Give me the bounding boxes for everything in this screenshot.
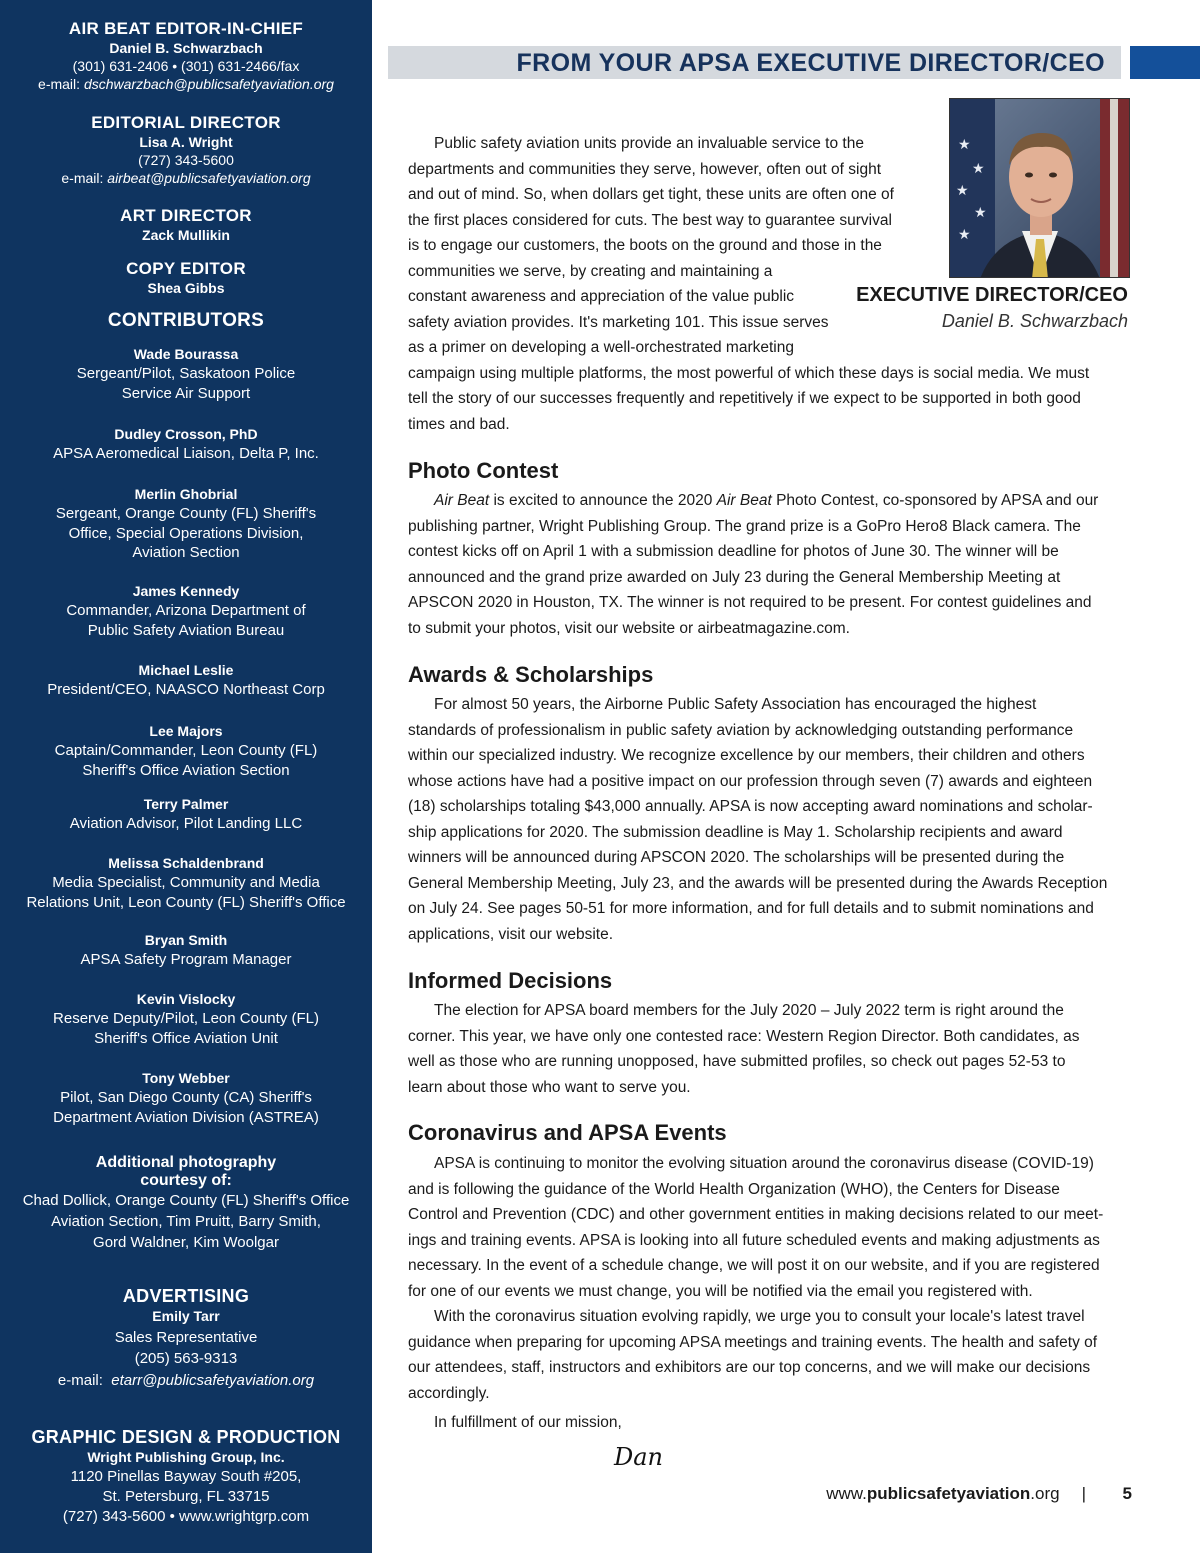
contributor-role-line: Aviation Advisor, Pilot Landing LLC — [69, 815, 303, 832]
signature: Dan — [614, 1443, 664, 1471]
contributor-role-line: Sergeant/Pilot, Saskatoon Police — [76, 365, 296, 382]
photography-credit-line: Gord Waldner, Kim Woolgar — [93, 1234, 279, 1251]
text-line: Air Beat is excited to announce the 2020 Air Beat Photo Contest, co-sponsored by APSA and our — [434, 492, 1099, 509]
photo-contest-paragraph — [408, 488, 1098, 641]
contributor-3 — [0, 582, 372, 640]
contributor-4 — [0, 661, 372, 700]
text-line: The election for APSA board members for the July 2020 – July 2022 term is right around the — [434, 1002, 1064, 1019]
section-heading-awards: Awards & Scholarships — [408, 662, 654, 687]
text-line: ings and training events. APSA is looking into all future scheduled events and making adjustments as — [408, 1231, 1100, 1249]
editorial-director-heading: EDITORIAL DIRECTOR — [91, 113, 281, 132]
photography-credits-block — [0, 1154, 372, 1253]
production-block — [0, 1427, 372, 1527]
contributor-role-line: Relations Unit, Leon County (FL) Sheriff's Office — [26, 893, 346, 911]
editorial-director-email-link[interactable]: airbeat@publicsafetyaviation.org — [107, 170, 311, 186]
contributor-0 — [0, 345, 372, 403]
portrait-caption-name: Daniel B. Schwarzbach — [941, 311, 1128, 331]
contributor-9 — [0, 990, 372, 1048]
contributor-name: Kevin Vislocky — [136, 991, 236, 1007]
masthead-sidebar — [0, 0, 372, 1553]
contributors-heading-block — [0, 311, 372, 331]
text-line: necessary. In the event of a schedule change, we will post it on our website, and if you are registered — [408, 1257, 1100, 1274]
advertising-email-link[interactable]: etarr@publicsafetyaviation.org — [111, 1372, 315, 1389]
footer-website[interactable]: www.publicsafetyaviation.org | — [826, 1484, 1086, 1503]
text-line: tell the story of our successes frequently and repetitively if we expect to be supported in both good — [408, 390, 1081, 407]
contributor-name: Tony Webber — [142, 1070, 230, 1086]
contributor-role-line: Service Air Support — [121, 384, 251, 402]
section-heading-informed-decisions: Informed Decisions — [408, 968, 613, 993]
contributor-role-line: Department Aviation Division (ASTREA) — [53, 1108, 319, 1126]
header-accent-block — [1130, 46, 1200, 79]
closing-line: In fulfillment of our mission, — [434, 1414, 622, 1431]
intro-paragraph — [408, 131, 1089, 437]
contributor-role-line: APSA Aeromedical Liaison, Delta P, Inc. — [53, 445, 319, 462]
text-line: APSA is continuing to monitor the evolving situation around the coronavirus disease (COVID-19) — [434, 1155, 1094, 1172]
contributor-name: Dudley Crosson, PhD — [114, 426, 258, 442]
text-line: safety aviation provides. It's marketing 101. This issue serves — [408, 313, 829, 331]
text-line: Public safety aviation units provide an invaluable service to the — [434, 135, 864, 152]
text-line: contest kicks off on April 1 with a submission deadline for photos of June 30. The winner will be — [408, 543, 1059, 560]
svg-text:★: ★ — [956, 183, 969, 199]
editor-in-chief-name: Daniel B. Schwarzbach — [109, 40, 263, 56]
page-number: 5 — [1122, 1484, 1132, 1503]
publication-name: Air Beat — [716, 492, 772, 509]
contributor-role-line: Aviation Section — [132, 544, 240, 561]
publication-name: Air Beat — [434, 492, 490, 509]
text-line: times and bad. — [408, 415, 510, 433]
text-line: departments and communities they serve, however, often out of sight — [408, 160, 882, 178]
text-line: standards of professionalism in public safety aviation by acknowledging outstanding performance — [408, 721, 1074, 739]
informed-decisions-paragraph — [408, 998, 1079, 1100]
text-line: With the coronavirus situation evolving rapidly, we urge you to consult your locale's latest travel — [434, 1308, 1085, 1325]
contributor-name: Terry Palmer — [143, 796, 229, 812]
contributor-role-line: Commander, Arizona Department of — [66, 602, 306, 619]
text-line: APSCON 2020 in Houston, TX. The winner is not required to be present. For contest guidelines and — [408, 594, 1092, 611]
contributor-name: Lee Majors — [149, 723, 223, 739]
editorial-director-email: e-mail: airbeat@publicsafetyaviation.org — [61, 170, 311, 186]
text-line: corner. This year, we have only one contested race: Western Region Director. Both candidates, as — [408, 1027, 1080, 1045]
footer-separator: | — [1081, 1484, 1086, 1503]
production-heading: GRAPHIC DESIGN & PRODUCTION — [31, 1427, 341, 1447]
svg-text:★: ★ — [974, 205, 987, 221]
advertising-title: Sales Representative — [114, 1329, 258, 1346]
contributor-role-line: APSA Safety Program Manager — [80, 951, 292, 968]
text-line: Control and Prevention (CDC) and other government entities in making decisions related to our meet- — [408, 1206, 1104, 1223]
contributor-role-line: Sergeant, Orange County (FL) Sheriff's — [55, 505, 317, 522]
photography-heading: Additional photography — [95, 1154, 277, 1171]
contributor-name: Bryan Smith — [144, 932, 228, 948]
contributor-role-line: Sheriff's Office Aviation Unit — [94, 1029, 278, 1047]
advertising-phone: (205) 563-9313 — [134, 1350, 238, 1367]
text-line: whose actions have had a positive impact on our profession through seven (7) awards and eighteen — [408, 772, 1093, 790]
text-line: our attendees, staff, instructors and exhibitors are our top concerns, and we will make our decisions — [408, 1359, 1091, 1376]
text-line: learn about those who want to serve you. — [408, 1078, 691, 1096]
text-line: announced and the grand prize awarded on July 23 during the General Membership Meeting at — [408, 568, 1061, 586]
text-line: on July 24. See pages 50-51 for more information, and for full details and to submit nominations and — [408, 900, 1094, 917]
text-line: the first places considered for cuts. The best way to guarantee survival — [408, 211, 892, 229]
editor-in-chief-email: e-mail: dschwarzbach@publicsafetyaviation.org — [38, 76, 334, 92]
page-title: FROM YOUR APSA EXECUTIVE DIRECTOR/CEO — [516, 49, 1105, 77]
contributor-role-line: Sheriff's Office Aviation Section — [82, 761, 290, 779]
text-line: winners will be announced during APSCON 2020. The scholarships will be presented during the — [408, 849, 1065, 866]
editor-in-chief-phone: (301) 631-2406 • (301) 631-2466/fax — [72, 58, 300, 74]
editorial-director-phone: (727) 343-5600 — [138, 152, 234, 168]
contributor-role-line: Captain/Commander, Leon County (FL) — [54, 742, 318, 759]
advertising-block — [0, 1286, 372, 1392]
contributor-role-line: Office, Special Operations Division, — [68, 524, 304, 542]
section-heading-coronavirus: Coronavirus and APSA Events — [408, 1120, 727, 1145]
photography-credit-line: Chad Dollick, Orange County (FL) Sheriff's Office — [22, 1192, 350, 1209]
text-line: campaign using multiple platforms, the most powerful of which these days is social media. We must — [408, 364, 1090, 382]
contributor-role-line: Reserve Deputy/Pilot, Leon County (FL) — [53, 1010, 319, 1027]
photography-heading-2: courtesy of: — [140, 1172, 232, 1189]
contributors-heading: CONTRIBUTORS — [107, 310, 265, 331]
editor-in-chief-heading: AIR BEAT EDITOR-IN-CHIEF — [68, 19, 304, 38]
text-line: applications, visit our website. — [408, 925, 614, 943]
section-heading-photo-contest: Photo Contest — [408, 458, 559, 483]
text-line: to submit your photos, visit our website or airbeatmagazine.com. — [408, 619, 850, 637]
editor-in-chief-email-link[interactable]: dschwarzbach@publicsafetyaviation.org — [83, 76, 334, 92]
text-line: ship applications for 2020. The submission deadline is May 1. Scholarship recipients and award — [408, 823, 1063, 841]
contributor-name: Michael Leslie — [138, 662, 234, 678]
contributor-10 — [0, 1069, 372, 1127]
text-line: is to engage our customers, the boots on the ground and those in the — [408, 237, 882, 254]
text-line: as a primer on developing a well-orchestrated marketing — [408, 339, 794, 356]
contributor-role-line: Pilot, San Diego County (CA) Sheriff's — [60, 1089, 312, 1106]
text-line: for one of our events we must change, you will be notified via the email you registered with. — [408, 1282, 1033, 1300]
contributor-role-line: Public Safety Aviation Bureau — [87, 621, 285, 639]
production-address-line: 1120 Pinellas Bayway South #205, — [70, 1468, 302, 1485]
advertising-email: e-mail: etarr@publicsafetyaviation.org — [57, 1372, 315, 1389]
editorial-director-name: Lisa A. Wright — [139, 134, 233, 150]
text-line: well as those who are running unopposed, have submitted profiles, so check out pages 52-53 to — [408, 1053, 1066, 1070]
advertising-name: Emily Tarr — [152, 1308, 220, 1324]
contributor-name: Melissa Schaldenbrand — [108, 855, 264, 871]
text-line: (18) scholarships totaling $43,000 annually. APSA is now accepting award nominations and scholar- — [408, 798, 1093, 815]
text-line: For almost 50 years, the Airborne Public Safety Association has encouraged the highest — [434, 696, 1037, 713]
contributor-7 — [0, 854, 372, 912]
contributor-8 — [0, 931, 372, 970]
advertising-heading: ADVERTISING — [122, 1286, 250, 1306]
contributor-name: James Kennedy — [132, 583, 240, 599]
editorial-director-block — [0, 113, 372, 187]
text-line: General Membership Meeting, July 23, and the awards will be presented during the Awards Reception — [408, 874, 1108, 892]
contributor-5 — [0, 722, 372, 780]
art-director-block — [0, 206, 372, 244]
copy-editor-name: Shea Gibbs — [147, 280, 225, 296]
copy-editor-block — [0, 259, 372, 297]
art-director-heading: ART DIRECTOR — [120, 206, 252, 225]
portrait-caption-title: EXECUTIVE DIRECTOR/CEO — [856, 284, 1128, 306]
photography-credit-line: Aviation Section, Tim Pruitt, Barry Smith, — [51, 1213, 321, 1230]
svg-text:★: ★ — [958, 137, 971, 153]
coronavirus-paragraph — [408, 1151, 1103, 1406]
contributor-role-line: President/CEO, NAASCO Northeast Corp — [47, 681, 325, 698]
text-line: guidance when preparing for upcoming APSA meetings and training events. The health and safety of — [408, 1333, 1098, 1351]
contributor-6 — [0, 795, 372, 834]
production-name: Wright Publishing Group, Inc. — [87, 1449, 285, 1465]
awards-paragraph — [408, 692, 1107, 947]
text-line: within our specialized industry. We recognize excellence by our members, their children and others — [408, 747, 1085, 764]
art-director-name: Zack Mullikin — [142, 227, 230, 243]
copy-editor-heading: COPY EDITOR — [126, 259, 246, 278]
contributor-2 — [0, 485, 372, 563]
contributor-name: Wade Bourassa — [133, 346, 239, 362]
svg-text:★: ★ — [972, 161, 985, 177]
editor-in-chief-block — [0, 19, 372, 93]
text-line: and is following the guidance of the World Health Organization (WHO), the Centers for Disease — [408, 1180, 1060, 1198]
text-line: and out of mind. So, when dollars get tight, these units are often one of — [408, 186, 894, 203]
contributor-1 — [0, 425, 372, 464]
svg-text:★: ★ — [958, 227, 971, 243]
contributor-role-line: Media Specialist, Community and Media — [52, 874, 320, 891]
contributor-name: Merlin Ghobrial — [134, 486, 238, 502]
text-line: constant awareness and appreciation of the value public — [408, 288, 795, 305]
text-line: communities we serve, by creating and maintaining a — [408, 262, 773, 280]
text-line: accordingly. — [408, 1384, 490, 1402]
production-contact-line: (727) 343-5600 • www.wrightgrp.com — [62, 1508, 310, 1525]
production-address-line: St. Petersburg, FL 33715 — [102, 1488, 270, 1505]
text-line: publishing partner, Wright Publishing Group. The grand prize is a GoPro Hero8 Black camera. The — [408, 517, 1081, 535]
